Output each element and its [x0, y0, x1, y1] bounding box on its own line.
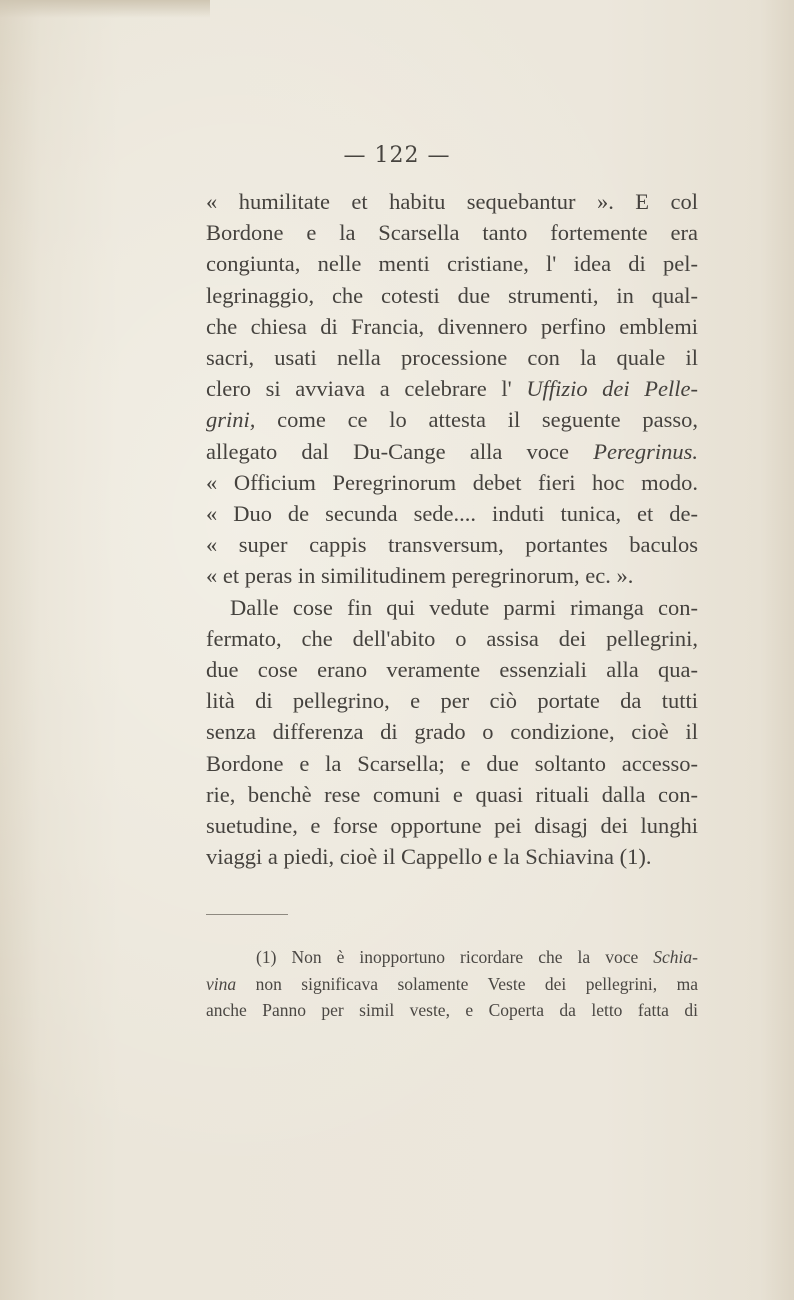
italic-title: Uffizio dei Pelle-: [526, 376, 698, 402]
text-line: congiunta, nelle menti cristiane, l' idea di pel-: [206, 251, 698, 277]
text-line: lità di pellegrino, e per ciò portate da tutti: [206, 688, 698, 714]
footnote-line: anche Panno per simil veste, e Coperta da letto fatta di: [206, 1000, 698, 1020]
text-line: viaggi a piedi, cioè il Cappello e la Schiavina (1).: [206, 844, 652, 870]
page-fold-shadow: [0, 0, 210, 18]
text-line: suetudine, e forse opportune pei disagj dei lunghi: [206, 813, 698, 839]
italic-term: Schia-: [653, 947, 698, 967]
text-line: allegato dal Du-Cange alla voce Peregrinus.: [206, 438, 698, 464]
text-line: « et peras in similitudinem peregrinorum, ec. ».: [206, 563, 634, 589]
footnote: [206, 944, 698, 1024]
footnote-line: vina non significava solamente Veste dei pellegrini, ma: [206, 973, 698, 994]
text-line: legrinaggio, che cotesti due strumenti, in qual-: [206, 282, 698, 308]
text-line: che chiesa di Francia, divennero perfino emblemi: [206, 313, 698, 339]
text-line: « super cappis transversum, portantes baculos: [206, 532, 698, 558]
text-line: due cose erano veramente essenziali alla qua-: [206, 657, 698, 683]
text-line: clero si avviava a celebrare l' Uffizio dei Pelle-: [206, 376, 698, 402]
italic-term: Peregrinus.: [593, 438, 698, 464]
main-text: [206, 186, 698, 872]
text-line: « Duo de secunda sede.... induti tunica, et de-: [206, 501, 698, 527]
page-number-header: — 122 —: [343, 143, 451, 168]
text-line: « Officium Peregrinorum debet fieri hoc modo.: [206, 469, 698, 495]
text-line: Bordone e la Scarsella tanto fortemente era: [206, 220, 698, 246]
text-line: fermato, che dell'abito o assisa dei pellegrini,: [206, 625, 698, 651]
text-line: Bordone e la Scarsella; e due soltanto accesso-: [206, 750, 698, 776]
text-line: rie, benchè rese comuni e quasi rituali dalla con-: [206, 781, 698, 807]
text-line-paragraph-start: Dalle cose fin qui vedute parmi rimanga con-: [230, 594, 698, 620]
italic-term: vina: [206, 973, 237, 994]
italic-title: grini,: [206, 407, 256, 433]
footnote-line: (1) Non è inopportuno ricordare che la voce Schia-: [256, 947, 698, 967]
text-line: sacri, usati nella processione con la quale il: [206, 345, 698, 371]
text-line: senza differenza di grado o condizione, cioè il: [206, 719, 698, 745]
text-line: grini, come ce lo attesta il seguente passo,: [206, 407, 698, 433]
text-line: « humilitate et habitu sequebantur ». E col: [206, 189, 698, 214]
footnote-separator: [206, 914, 288, 915]
